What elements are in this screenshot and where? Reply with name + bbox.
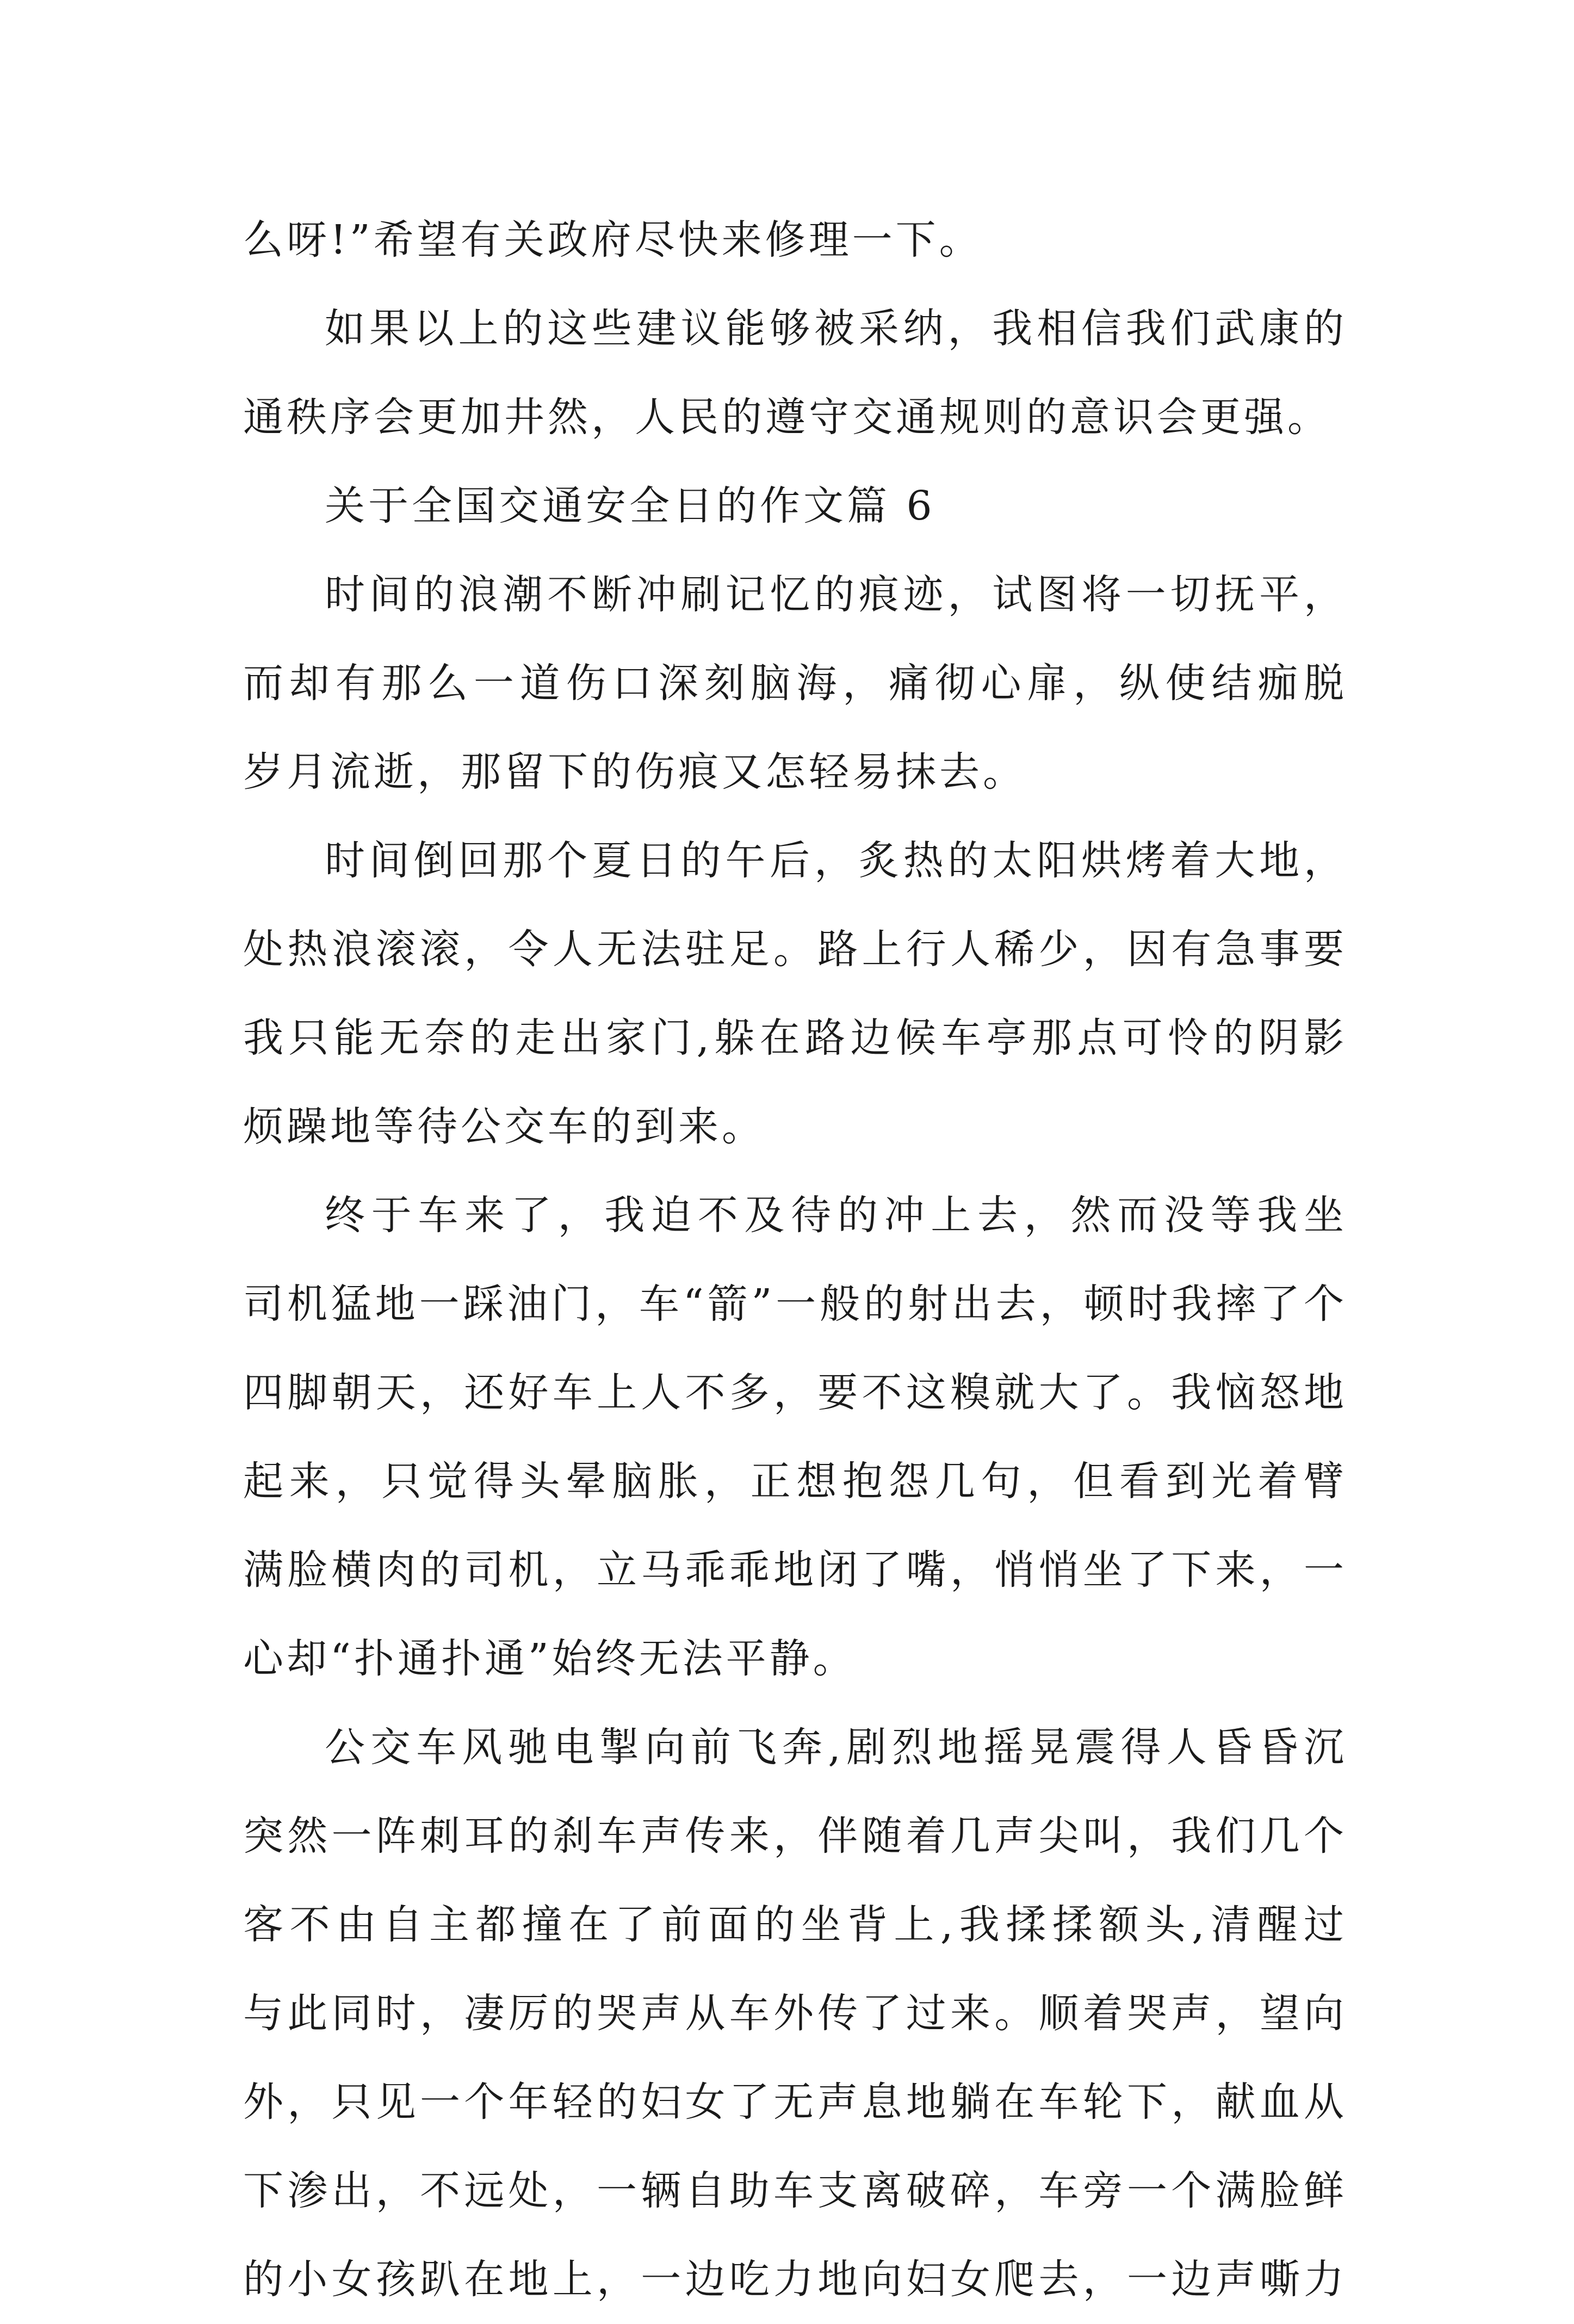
text-line: 通秩序会更加井然，人民的遵守交通规则的意识会更强。 (243, 394, 1331, 441)
text-line: 烦躁地等待公交车的到来。 (243, 1103, 765, 1150)
document-body (243, 196, 1347, 2324)
text-line: 司机猛地一踩油门，车“箭”一般的射出去，顿时我摔了个 (243, 1281, 1347, 1327)
section-heading: 关于全国交通安全日的作文篇 6 (325, 483, 935, 529)
text-line: 心却“扑通扑通”始终无法平静。 (243, 1635, 857, 1682)
text-line: 四脚朝天，还好车上人不多，要不这糗就大了。我恼怒地 (243, 1369, 1347, 1416)
text-line: 客不由自主都撞在了前面的坐背上,我揉揉额头,清醒过 (243, 1901, 1347, 1948)
text-line: 么呀!”希望有关政府尽快来修理一下。 (243, 217, 983, 263)
text-line: 的小女孩趴在地上，一边吃力地向妇女爬去，一边声嘶力 (243, 2256, 1347, 2303)
text-line: 如果以上的这些建议能够被采纳，我相信我们武康的 (325, 305, 1347, 352)
text-line: 终于车来了，我迫不及待的冲上去，然而没等我坐 (325, 1192, 1347, 1239)
text-line: 而却有那么一道伤口深刻脑海，痛彻心扉，纵使结痂脱 (243, 660, 1347, 707)
text-line: 时间倒回那个夏日的午后，炙热的太阳烘烤着大地， (325, 837, 1347, 884)
text-line: 突然一阵刺耳的刹车声传来，伴随着几声尖叫，我们几个 (243, 1813, 1347, 1859)
text-line: 满脸横肉的司机，立马乖乖地闭了嘴，悄悄坐了下来，一 (243, 1547, 1347, 1593)
text-line: 岁月流逝，那留下的伤痕又怎轻易抹去。 (243, 749, 1026, 795)
text-line: 下渗出，不远处，一辆自助车支离破碎，车旁一个满脸鲜 (243, 2167, 1347, 2214)
text-line: 我只能无奈的走出家门,躲在路边候车亭那点可怜的阴影 (243, 1015, 1347, 1061)
text-line: 处热浪滚滚，令人无法驻足。路上行人稀少，因有急事要 (243, 926, 1347, 973)
text-line: 公交车风驰电掣向前飞奔,剧烈地摇晃震得人昏昏沉 (325, 1724, 1347, 1771)
text-line: 时间的浪潮不断冲刷记忆的痕迹，试图将一切抚平， (325, 571, 1347, 618)
text-line: 外，只见一个年轻的妇女了无声息地躺在车轮下，献血从 (243, 2079, 1347, 2125)
text-line: 与此同时，凄厉的哭声从车外传了过来。顺着哭声，望向 (243, 1990, 1347, 2037)
text-line: 起来，只觉得头晕脑胀，正想抱怨几句，但看到光着臂 (243, 1458, 1347, 1505)
